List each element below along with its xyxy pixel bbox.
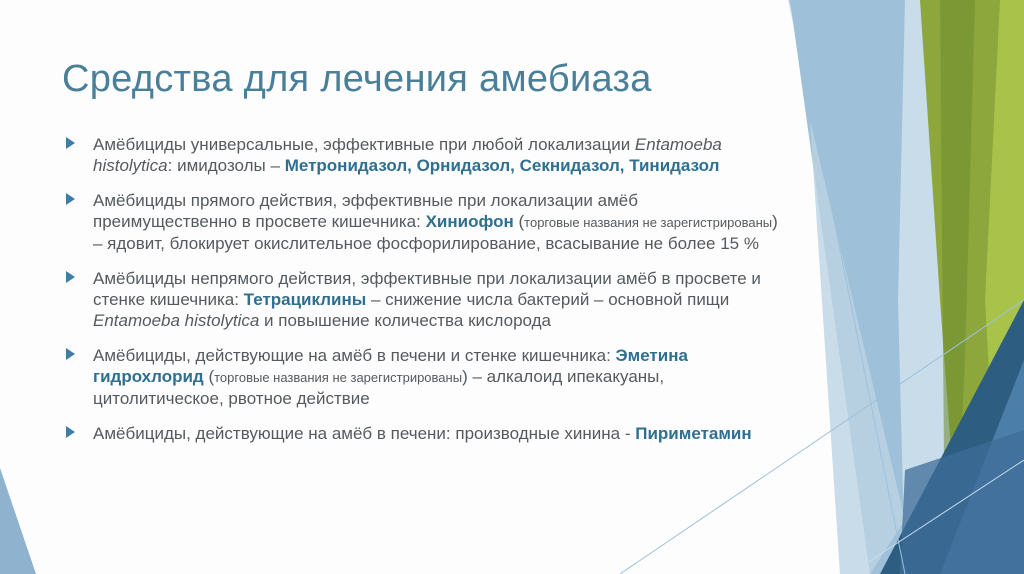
triangle-bullet-icon bbox=[66, 193, 75, 205]
bullet-text: ) – алкалоид ипекакуаны, цитолитическое, рвотное действие bbox=[93, 367, 665, 408]
triangle-bullet-icon bbox=[66, 348, 75, 360]
bullet-text: ( bbox=[203, 367, 215, 386]
bullet-item bbox=[66, 345, 786, 409]
bullet-item bbox=[66, 190, 786, 254]
bullet-text: Амёбициды прямого действия, эффективные при локализации амёб преимущественно в просвете кишечника: bbox=[93, 191, 638, 231]
drug-name: Хиниофон bbox=[425, 212, 514, 231]
bullet-text: и повышение количества кислорода bbox=[259, 311, 551, 330]
bullet-text: Амёбициды, действующие на амёб в печени: производные хинина - bbox=[93, 424, 636, 443]
organism-name: Entamoeba histolytica bbox=[93, 135, 722, 175]
bullet-text: ) – ядовит, блокирует окислительное фосфорилирование, всасывание не более 15 % bbox=[93, 212, 778, 253]
bullet-text: ( bbox=[513, 212, 525, 231]
bullet-item bbox=[66, 134, 786, 176]
trade-name-note: торговые названия не зарегистрированы bbox=[214, 370, 463, 385]
bullet-text: Амёбициды, действующие на амёб в печени и стенке кишечника: bbox=[93, 346, 616, 365]
triangle-bullet-icon bbox=[66, 271, 75, 283]
bullet-text: – снижение числа бактерий – основной пищи bbox=[366, 290, 730, 309]
bullet-item bbox=[66, 268, 786, 331]
organism-name: Entamoeba histolytica bbox=[93, 311, 260, 330]
bullet-text: Амёбициды непрямого действия, эффективные при локализации амёб в просвете и стенке кишечника: bbox=[93, 269, 761, 309]
bullet-text: : имидозолы – bbox=[167, 156, 285, 175]
bullet-text: Амёбициды универсальные, эффективные при любой локализации bbox=[93, 135, 635, 154]
triangle-bullet-icon bbox=[66, 426, 75, 438]
triangle-bullet-icon bbox=[66, 137, 75, 149]
drug-names: Метронидазол, Орнидазол, Секнидазол, Тинидазол bbox=[284, 156, 720, 175]
drug-name: Эметина гидрохлорид bbox=[93, 346, 688, 386]
bullet-list bbox=[66, 134, 786, 458]
trade-name-note: торговые названия не зарегистрированы bbox=[524, 215, 773, 230]
drug-name: Тетрациклины bbox=[243, 290, 367, 309]
slide-title: Средства для лечения амебиаза bbox=[62, 58, 652, 100]
bullet-item bbox=[66, 423, 786, 444]
drug-name: Пириметамин bbox=[635, 424, 752, 443]
left-blue-wedge bbox=[0, 468, 36, 574]
